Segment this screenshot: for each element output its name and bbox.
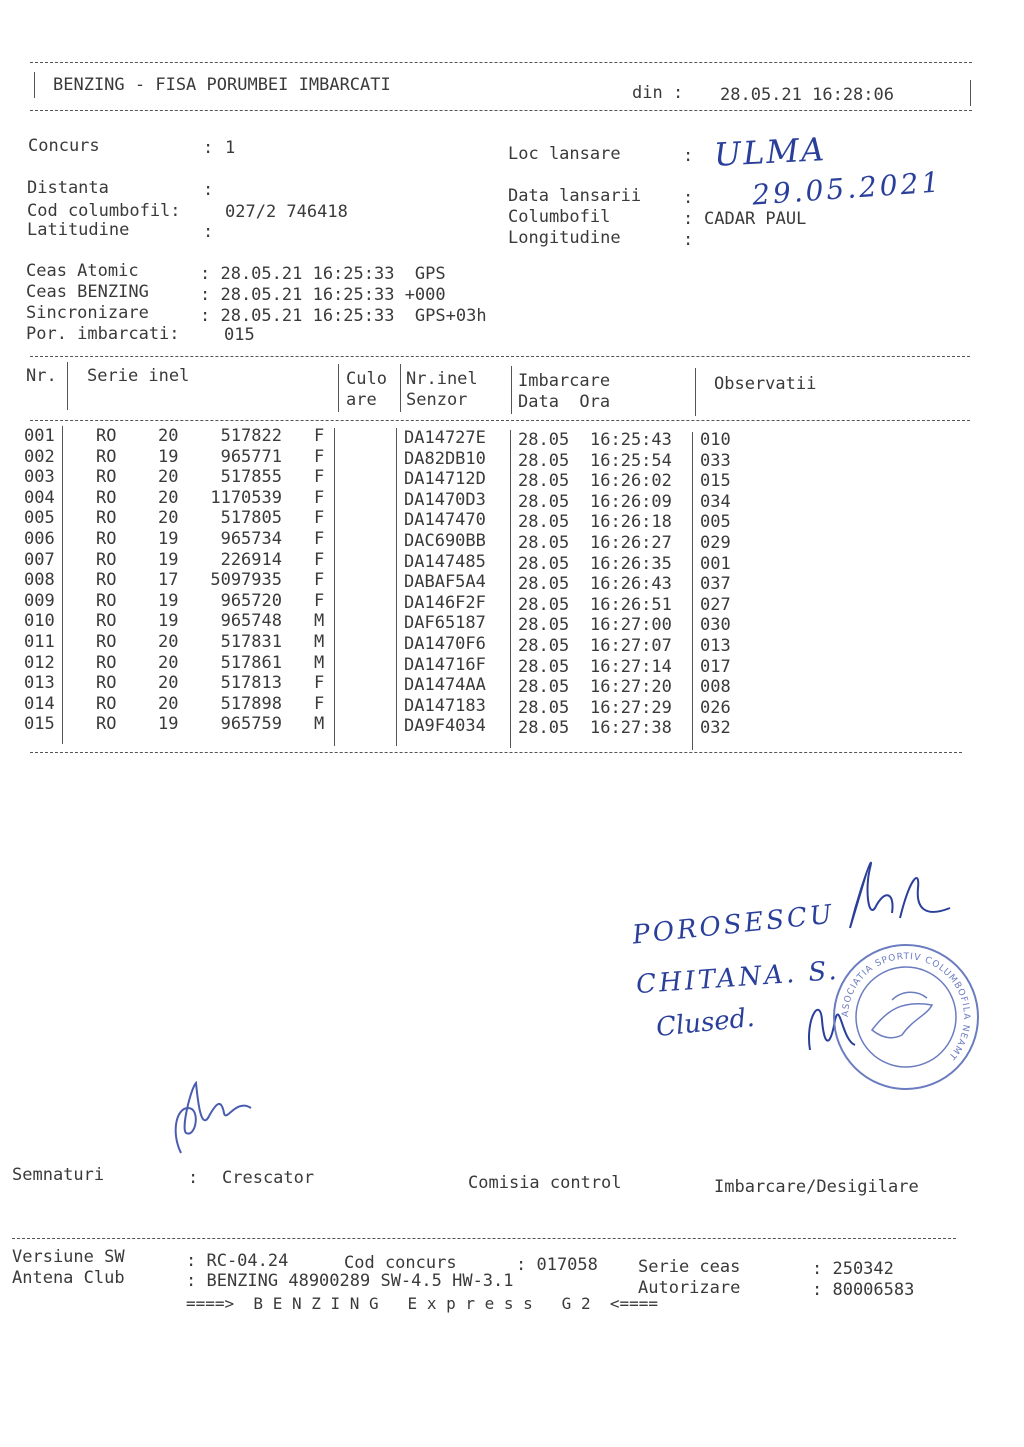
cell-inel: 965734 (220, 529, 282, 549)
table-row (0, 652, 1024, 677)
table-row (0, 634, 1024, 654)
cell-nr: 011 (24, 632, 55, 652)
cell-sex: F (314, 693, 325, 714)
data-lansarii-label: Data lansarii (508, 186, 642, 206)
cod-columbofil-value: 027/2 746418 (225, 202, 348, 222)
por-imbarcati-label: Por. imbarcati: (26, 324, 180, 344)
cell-nr: 006 (24, 529, 55, 549)
cell-tara: RO (96, 693, 117, 714)
cell-ora: 16:26:18 (590, 512, 672, 533)
cell-ora: 16:26:27 (590, 533, 672, 553)
autorizare-label: Autorizare (638, 1278, 741, 1298)
cell-tara: RO (96, 487, 117, 508)
cell-tara: RO (96, 508, 117, 529)
cell-ora: 16:27:00 (590, 615, 672, 636)
benzing-banner: ====> B E N Z I N G E x p r e s s G 2 <==== (186, 1294, 659, 1313)
cell-an: 20 (158, 467, 179, 488)
stamp-text: ASOCIATIA SPORTIV COLUMBOFILA NEAMT (840, 951, 972, 1062)
crescator-label: Crescator (222, 1168, 315, 1188)
cell-an: 19 (158, 590, 179, 611)
cell-nr: 009 (24, 590, 55, 611)
cell-observatii: 034 (700, 491, 731, 512)
cell-tara: RO (96, 611, 117, 632)
cell-senzor: DA147485 (404, 551, 486, 572)
cell-ora: 16:27:29 (590, 697, 672, 718)
cell-ora: 16:26:02 (590, 471, 672, 492)
commission-name-1: POROSESCU (630, 899, 837, 951)
commission-signature (840, 848, 960, 938)
cell-senzor: DABAF5A4 (404, 572, 486, 593)
cell-data: 28.05 (518, 553, 570, 574)
columbofil-sep: : (683, 209, 694, 229)
cell-nr: 004 (24, 487, 55, 508)
cell-inel: 1170539 (210, 487, 282, 508)
cell-senzor: DA147183 (404, 695, 486, 716)
cell-inel: 517813 (220, 673, 282, 694)
cell-data: 28.05 (518, 471, 570, 492)
footer-rule (12, 1238, 956, 1239)
document-datetime: 28.05.21 16:28:06 (720, 85, 894, 105)
club-stamp (832, 940, 980, 1095)
cell-data: 28.05 (518, 491, 570, 512)
col-header-culoare-2: are (346, 390, 377, 410)
cod-concurs-label: Cod concurs (344, 1253, 457, 1273)
cell-tara: RO (96, 652, 117, 673)
cell-ora: 16:27:20 (590, 677, 672, 698)
cell-sex: F (314, 673, 325, 694)
cell-sex: F (314, 426, 325, 446)
header-right-bar (970, 80, 971, 106)
cell-inel: 517898 (220, 693, 282, 714)
cell-data: 28.05 (518, 697, 570, 718)
cell-sex: F (314, 570, 325, 591)
ceas-benzing-label: Ceas BENZING (26, 282, 149, 302)
cell-data: 28.05 (518, 636, 570, 656)
cell-ora: 16:26:35 (590, 553, 672, 574)
data-lansarii-handwritten: 29.05.2021 (751, 165, 944, 212)
cell-inel: 517861 (220, 652, 282, 673)
autorizare-value: : 80006583 (812, 1280, 915, 1300)
table-row (0, 487, 1024, 512)
cell-sex: F (314, 508, 325, 529)
cell-inel: 517805 (220, 508, 282, 529)
table-row (0, 714, 1024, 739)
ceas-atomic-value: : 28.05.21 16:25:33 GPS (200, 264, 446, 284)
cell-observatii: 015 (700, 471, 731, 492)
cell-ora: 16:26:51 (590, 594, 672, 615)
cod-columbofil-label: Cod columbofil: (27, 201, 181, 221)
comisia-control-label: Comisia control (468, 1173, 622, 1193)
table-row (0, 428, 1024, 448)
semnaturi-label: Semnaturi (12, 1165, 105, 1185)
ceas-atomic-label: Ceas Atomic (26, 261, 139, 281)
cell-nr: 014 (24, 693, 55, 714)
concurs-value: 1 (225, 138, 236, 158)
longitudine-label: Longitudine (508, 228, 621, 248)
cell-nr: 008 (24, 570, 55, 591)
col-header-nrinel-1: Nr.inel (406, 369, 478, 389)
latitudine-sep: : (203, 222, 214, 242)
distanta-sep: : (203, 180, 214, 200)
versiune-sw-value: : RC-04.24 (186, 1251, 289, 1271)
commission-name-2: CHITANA. S. (635, 955, 841, 1001)
cell-senzor: DA146F2F (404, 592, 486, 613)
cell-tara: RO (96, 467, 117, 488)
cell-observatii: 013 (700, 636, 731, 656)
cell-an: 19 (158, 529, 179, 549)
serie-ceas-value: : 250342 (812, 1259, 894, 1279)
versiune-sw-label: Versiune SW (12, 1247, 125, 1267)
sincronizare-label: Sincronizare (26, 303, 149, 323)
sincronizare-value: : 28.05.21 16:25:33 GPS+03h (200, 306, 487, 326)
cell-tara: RO (96, 590, 117, 611)
cell-observatii: 030 (700, 615, 731, 636)
table-row (0, 508, 1024, 533)
cell-nr: 010 (24, 611, 55, 632)
longitudine-sep: : (683, 230, 694, 250)
cell-senzor: DA14712D (404, 469, 486, 490)
concurs-sep: : (203, 138, 214, 158)
table-row (0, 673, 1024, 698)
cell-tara: RO (96, 529, 117, 549)
latitudine-label: Latitudine (27, 220, 130, 240)
cell-data: 28.05 (518, 533, 570, 553)
cell-sex: M (314, 611, 325, 632)
table-top-rule (30, 356, 970, 357)
col-header-imbarcare-2: Data Ora (518, 392, 611, 412)
cell-sex: F (314, 467, 325, 488)
antena-club-value: : BENZING 48900289 SW-4.5 HW-3.1 (186, 1271, 514, 1291)
concurs-label: Concurs (28, 136, 100, 156)
cell-an: 20 (158, 426, 179, 446)
cell-data: 28.05 (518, 594, 570, 615)
col-header-imbarcare-1: Imbarcare (518, 371, 611, 391)
cell-ora: 16:25:43 (590, 430, 672, 450)
loc-lansare-label: Loc lansare (508, 144, 621, 164)
cell-an: 20 (158, 673, 179, 694)
cell-tara: RO (96, 570, 117, 591)
cell-an: 20 (158, 652, 179, 673)
cell-observatii: 008 (700, 677, 731, 698)
table-row (0, 446, 1024, 471)
header-top-rule (30, 62, 972, 63)
cell-nr: 003 (24, 467, 55, 488)
cell-data: 28.05 (518, 512, 570, 533)
loc-lansare-sep: : (683, 146, 694, 166)
cell-observatii: 037 (700, 574, 731, 595)
imbarcare-desigilare-label: Imbarcare/Desigilare (714, 1177, 919, 1197)
cell-sex: M (314, 652, 325, 673)
col-header-nr: Nr. (26, 366, 57, 386)
cell-observatii: 026 (700, 697, 731, 718)
svg-text:ASOCIATIA SPORTIV COLUMBOFILA (841, 952, 971, 1062)
table-bottom-rule (30, 752, 962, 753)
columbofil-value: CADAR PAUL (704, 209, 807, 229)
cell-data: 28.05 (518, 677, 570, 698)
cell-tara: RO (96, 426, 117, 446)
cell-inel: 517855 (220, 467, 282, 488)
loc-lansare-handwritten: ULMA (713, 130, 828, 174)
cell-senzor: DA14727E (404, 428, 486, 448)
distanta-label: Distanta (27, 178, 109, 198)
cell-an: 17 (158, 570, 179, 591)
cell-an: 20 (158, 487, 179, 508)
cell-data: 28.05 (518, 615, 570, 636)
cell-data: 28.05 (518, 656, 570, 677)
cell-an: 20 (158, 632, 179, 652)
cell-senzor: DA1470F6 (404, 634, 486, 654)
cell-data: 28.05 (518, 430, 570, 450)
cell-ora: 16:27:38 (590, 718, 672, 739)
table-row (0, 549, 1024, 574)
cell-an: 19 (158, 549, 179, 570)
cell-ora: 16:27:07 (590, 636, 672, 656)
cod-concurs-value: : 017058 (516, 1255, 598, 1275)
cell-inel: 517831 (220, 632, 282, 652)
cell-observatii: 005 (700, 512, 731, 533)
columbofil-label: Columbofil (508, 207, 611, 227)
cell-tara: RO (96, 549, 117, 570)
cell-nr: 013 (24, 673, 55, 694)
cell-observatii: 033 (700, 450, 731, 471)
table-row (0, 611, 1024, 636)
table-row (0, 467, 1024, 492)
cell-tara: RO (96, 632, 117, 652)
cell-sex: F (314, 590, 325, 611)
serie-ceas-label: Serie ceas (638, 1257, 741, 1277)
cell-an: 20 (158, 693, 179, 714)
col-header-serie: Serie inel (87, 366, 190, 386)
cell-senzor: DA9F4034 (404, 716, 486, 737)
table-row (0, 531, 1024, 551)
cell-observatii: 001 (700, 553, 731, 574)
cell-senzor: DA82DB10 (404, 448, 486, 469)
cell-sex: F (314, 529, 325, 549)
date-label: din : (632, 83, 684, 103)
cell-nr: 007 (24, 549, 55, 570)
col-header-observatii: Observatii (714, 374, 817, 394)
cell-nr: 015 (24, 714, 55, 735)
cell-observatii: 027 (700, 594, 731, 615)
cell-nr: 005 (24, 508, 55, 529)
crescator-signature (166, 1078, 256, 1158)
cell-tara: RO (96, 446, 117, 467)
cell-ora: 16:27:14 (590, 656, 672, 677)
cell-an: 19 (158, 446, 179, 467)
cell-inel: 5097935 (210, 570, 282, 591)
hdr-sep-5 (695, 368, 696, 416)
cell-senzor: DA14716F (404, 654, 486, 675)
cell-sex: M (314, 714, 325, 735)
cell-observatii: 017 (700, 656, 731, 677)
cell-an: 19 (158, 611, 179, 632)
cell-sex: M (314, 632, 325, 652)
por-imbarcati-value: 015 (224, 325, 255, 345)
cell-senzor: DAF65187 (404, 613, 486, 634)
cell-ora: 16:26:43 (590, 574, 672, 595)
table-row (0, 570, 1024, 595)
antena-club-label: Antena Club (12, 1268, 125, 1288)
cell-senzor: DA1474AA (404, 675, 486, 696)
cell-sex: F (314, 549, 325, 570)
cell-inel: 965748 (220, 611, 282, 632)
table-header-rule (30, 420, 970, 421)
cell-sex: F (314, 487, 325, 508)
cell-senzor: DAC690BB (404, 531, 486, 551)
col-header-culoare-1: Culo (346, 369, 387, 389)
semnaturi-sep: : (188, 1168, 199, 1188)
cell-tara: RO (96, 714, 117, 735)
table-row (0, 693, 1024, 718)
col-header-nrinel-2: Senzor (406, 390, 468, 410)
cell-inel: 226914 (220, 549, 282, 570)
cell-observatii: 010 (700, 430, 731, 450)
cell-sex: F (314, 446, 325, 467)
cell-senzor: DA147470 (404, 510, 486, 531)
header-bottom-rule (30, 110, 972, 111)
cell-observatii: 032 (700, 718, 731, 739)
hdr-sep-1 (67, 362, 68, 410)
document-title: BENZING - FISA PORUMBEI IMBARCATI (53, 75, 391, 95)
cell-inel: 965720 (220, 590, 282, 611)
cell-nr: 002 (24, 446, 55, 467)
cell-data: 28.05 (518, 450, 570, 471)
cell-an: 19 (158, 714, 179, 735)
cell-inel: 965771 (220, 446, 282, 467)
data-lansarii-sep: : (683, 188, 694, 208)
cell-nr: 001 (24, 426, 55, 446)
cell-ora: 16:26:09 (590, 491, 672, 512)
cell-inel: 517822 (220, 426, 282, 446)
cell-senzor: DA1470D3 (404, 489, 486, 510)
ceas-benzing-value: : 28.05.21 16:25:33 +000 (200, 285, 446, 305)
cell-tara: RO (96, 673, 117, 694)
cell-data: 28.05 (518, 718, 570, 739)
cell-ora: 16:25:54 (590, 450, 672, 471)
commission-name-3: Clused. (654, 1002, 756, 1044)
cell-an: 20 (158, 508, 179, 529)
cell-observatii: 029 (700, 533, 731, 553)
hdr-sep-3 (400, 364, 401, 412)
hdr-sep-2 (338, 364, 339, 412)
cell-data: 28.05 (518, 574, 570, 595)
cell-nr: 012 (24, 652, 55, 673)
table-row (0, 590, 1024, 615)
header-left-bar (34, 72, 35, 98)
cell-inel: 965759 (220, 714, 282, 735)
hdr-sep-4 (511, 366, 512, 414)
